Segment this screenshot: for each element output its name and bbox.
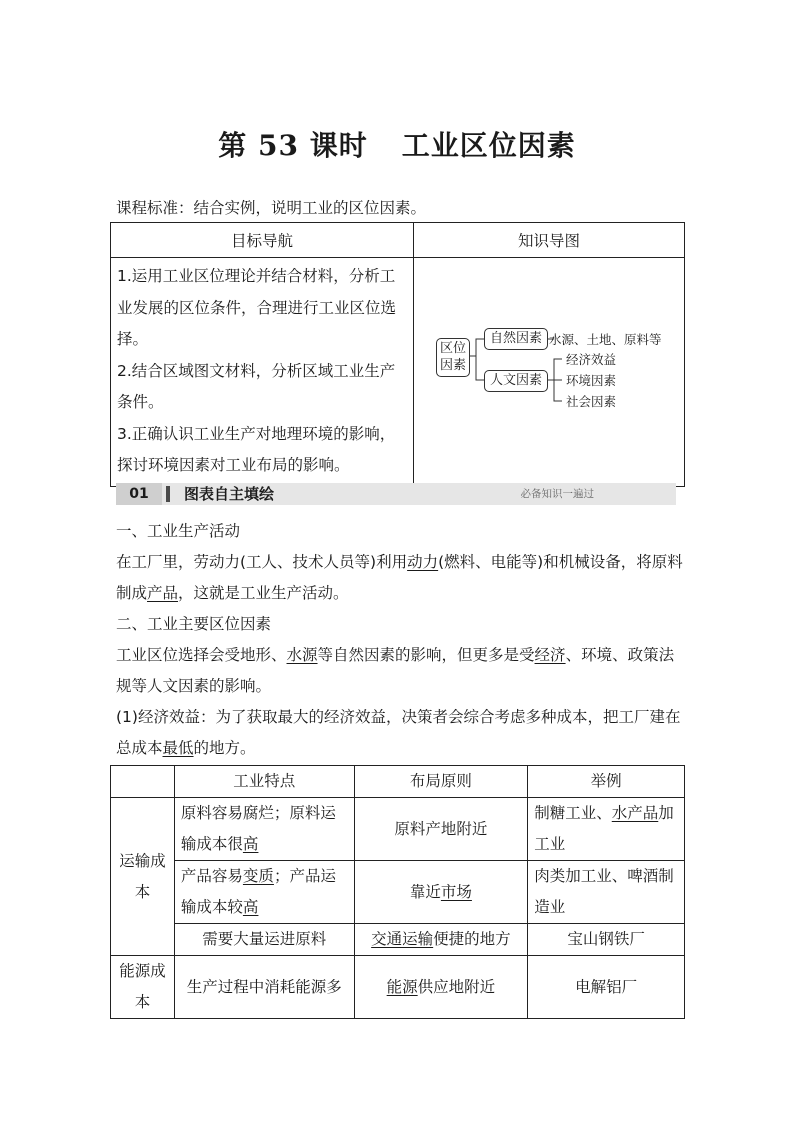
example-cell: 电解铝厂 <box>528 956 685 1019</box>
location-factor-table <box>110 765 685 1019</box>
goals-header: 目标导航 <box>111 223 414 258</box>
fill-answer: 高 <box>242 835 259 853</box>
principle-cell: 原料产地附近 <box>354 798 528 861</box>
knowledge-mindmap <box>414 258 685 487</box>
table-row <box>111 924 685 956</box>
goals-list <box>111 258 414 487</box>
fill-answer: 水产品 <box>611 804 659 822</box>
table-header-blank <box>111 766 175 798</box>
mindmap-root: 区位因素 <box>436 338 470 377</box>
table-row <box>111 798 685 861</box>
economic-benefit-paragraph: (1)经济效益：为了获取最大的经济效益，决策者会综合考虑多种成本，把工厂建在总成本最低的地方。 <box>116 708 681 757</box>
fill-answer: 高 <box>242 898 259 916</box>
banner-divider <box>166 486 170 502</box>
table-row <box>111 861 685 924</box>
table-header: 举例 <box>528 766 685 798</box>
mindmap-human-factors: 人文因素 <box>484 370 548 392</box>
goal-item: 2.结合区域图文材料，分析区域工业生产条件。 <box>117 361 396 411</box>
goal-knowledge-table <box>110 222 685 487</box>
banner-number: 01 <box>116 483 162 505</box>
fill-answer: 变质 <box>242 867 274 885</box>
mindmap-header: 知识导图 <box>414 223 685 258</box>
example-cell: 宝山钢铁厂 <box>528 924 685 956</box>
fill-answer: 能源 <box>386 977 418 996</box>
group-label: 能源成本 <box>111 956 175 1019</box>
fill-answer: 产品 <box>147 584 179 602</box>
feature-cell: 原料容易腐烂；原料运输成本很高 <box>174 798 354 861</box>
fill-answer: 经济 <box>534 646 566 664</box>
goal-item: 1.运用工业区位理论并结合材料，分析工业发展的区位条件，合理进行工业区位选择。 <box>117 267 397 348</box>
feature-cell: 需要大量运进原料 <box>174 924 354 956</box>
feature-cell: 生产过程中消耗能源多 <box>174 956 354 1019</box>
principle-cell: 靠近市场 <box>354 861 528 924</box>
feature-cell: 产品容易变质；产品运输成本较高 <box>174 861 354 924</box>
banner-note: 必备知识一遍过 <box>520 488 594 500</box>
section2-paragraph: 工业区位选择会受地形、水源等自然因素的影响，但更多是受经济、环境、政策法规等人文因素的影响。 <box>116 646 675 695</box>
goal-item: 3.正确认识工业生产对地理环境的影响，探讨环境因素对工业布局的影响。 <box>117 424 396 474</box>
fill-answer: 最低 <box>162 739 194 757</box>
page-title: 第 53 课时 工业区位因素 <box>218 129 576 162</box>
example-cell: 制糖工业、水产品加工业 <box>528 798 685 861</box>
fill-answer: 水源 <box>286 646 318 664</box>
table-row <box>111 956 685 1019</box>
section-heading-2: 二、工业主要区位因素 <box>116 615 272 633</box>
principle-cell: 交通运输便捷的地方 <box>354 924 528 956</box>
table-header: 工业特点 <box>174 766 354 798</box>
section-heading-1: 一、工业生产活动 <box>116 522 241 540</box>
mindmap-human-item: 经济效益 <box>566 352 617 367</box>
example-cell: 肉类加工业、啤酒制造业 <box>528 861 685 924</box>
banner-title: 图表自主填绘 <box>184 485 275 503</box>
course-standard: 课程标准：结合实例，说明工业的区位因素。 <box>116 199 427 217</box>
section1-paragraph: 在工厂里，劳动力(工人、技术人员等)利用动力(燃料、电能等)和机械设备，将原料制成产品，这就是工业生产活动。 <box>116 553 683 602</box>
group-label: 运输成本 <box>111 798 175 956</box>
fill-answer: 动力 <box>407 553 439 571</box>
mindmap-human-item: 社会因素 <box>566 394 617 409</box>
section-banner <box>116 483 676 505</box>
table-header: 布局原则 <box>354 766 528 798</box>
fill-answer: 交通运输 <box>371 930 434 948</box>
mindmap-natural-item: 水源、土地、原料等 <box>549 332 662 347</box>
principle-cell: 能源供应地附近 <box>354 956 528 1019</box>
mindmap-natural-factors: 自然因素 <box>484 328 548 350</box>
mindmap-human-item: 环境因素 <box>566 373 617 388</box>
fill-answer: 市场 <box>440 882 472 901</box>
